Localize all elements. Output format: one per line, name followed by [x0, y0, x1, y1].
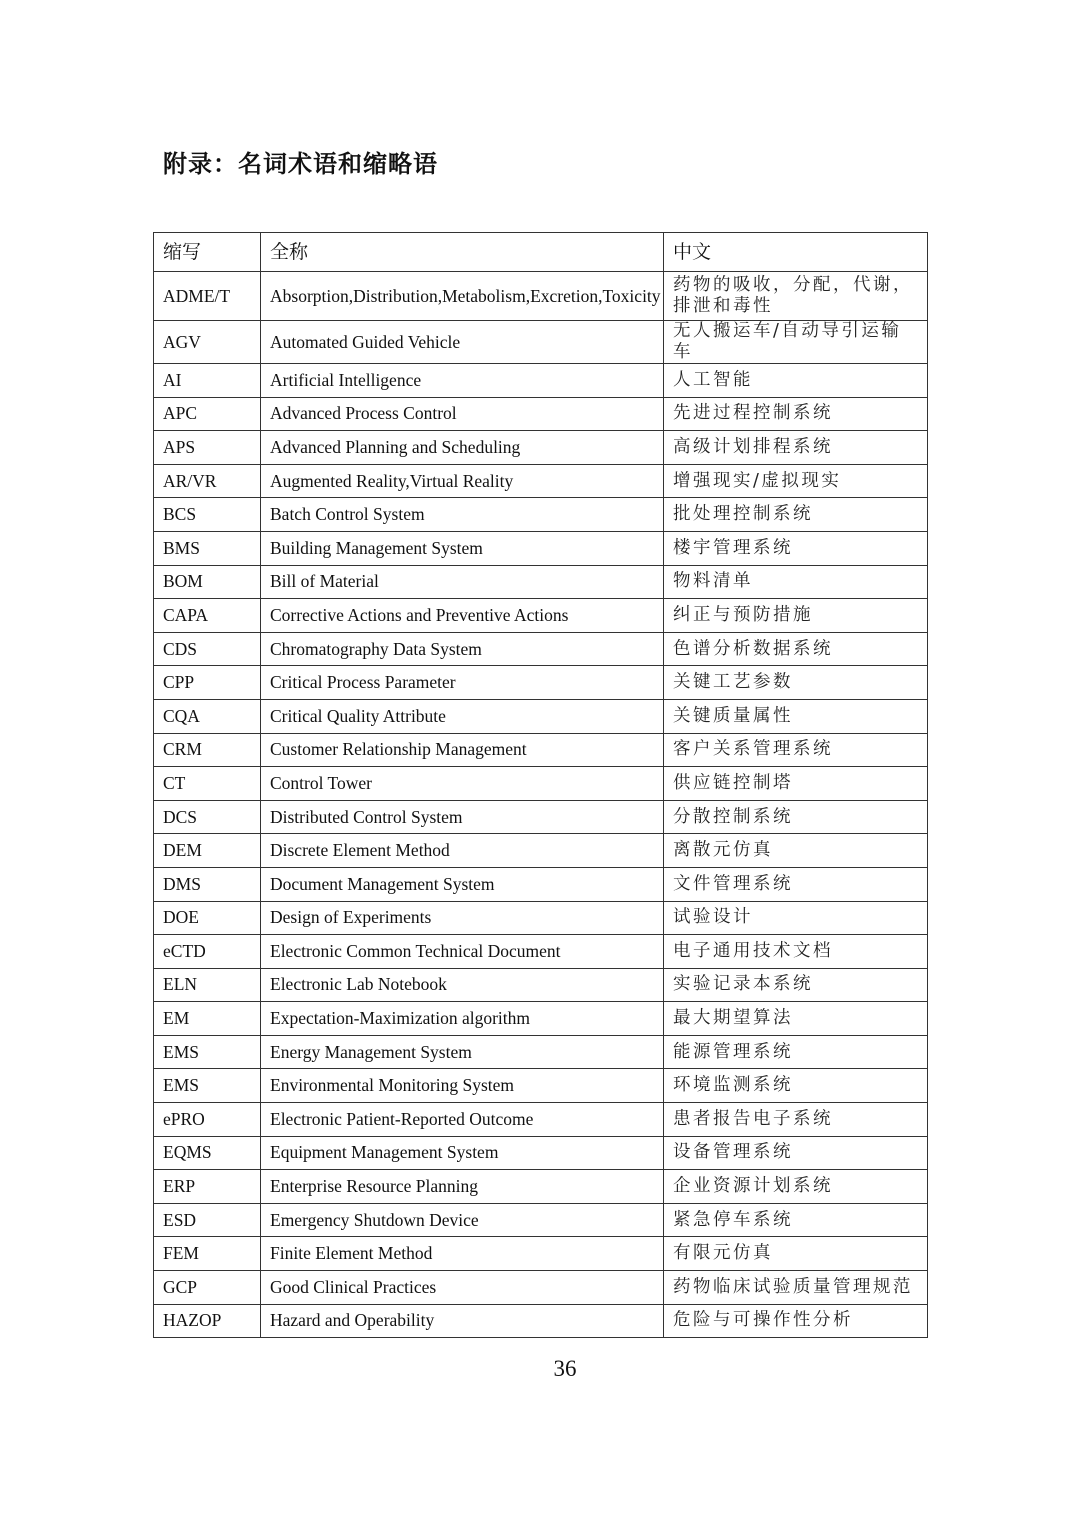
table-row: [154, 834, 928, 868]
page-number: 36: [553, 1356, 577, 1381]
chinese-cell: 患者报告电子系统: [664, 1103, 928, 1137]
abbreviation-cell: BMS: [154, 531, 261, 565]
full-name-cell: Artificial Intelligence: [261, 364, 664, 398]
header-abbreviation: 缩写: [154, 233, 261, 272]
table-row: [154, 767, 928, 801]
full-name-cell: Equipment Management System: [261, 1136, 664, 1170]
header-full-name: 全称: [261, 233, 664, 272]
table-row: [154, 364, 928, 398]
chinese-cell: 设备管理系统: [664, 1136, 928, 1170]
abbreviation-cell: EMS: [154, 1035, 261, 1069]
chinese-cell: 人工智能: [664, 364, 928, 398]
abbreviation-cell: ADME/T: [154, 272, 261, 321]
chinese-cell: 危险与可操作性分析: [664, 1304, 928, 1338]
abbreviation-cell: CAPA: [154, 599, 261, 633]
chinese-cell: 高级计划排程系统: [664, 431, 928, 465]
table-row: [154, 1170, 928, 1204]
table-row: [154, 464, 928, 498]
chinese-cell: 能源管理系统: [664, 1035, 928, 1069]
abbreviation-cell: CT: [154, 767, 261, 801]
chinese-cell: 紧急停车系统: [664, 1203, 928, 1237]
table-row: [154, 565, 928, 599]
full-name-cell: Design of Experiments: [261, 901, 664, 935]
chinese-cell: 分散控制系统: [664, 800, 928, 834]
abbreviation-cell: EM: [154, 1002, 261, 1036]
chinese-cell: 增强现实/虚拟现实: [664, 464, 928, 498]
chinese-cell: 先进过程控制系统: [664, 397, 928, 431]
glossary-table: [153, 232, 928, 1338]
table-row: [154, 397, 928, 431]
abbreviation-cell: DOE: [154, 901, 261, 935]
full-name-cell: Environmental Monitoring System: [261, 1069, 664, 1103]
full-name-cell: Enterprise Resource Planning: [261, 1170, 664, 1204]
table-row: [154, 1035, 928, 1069]
abbreviation-cell: HAZOP: [154, 1304, 261, 1338]
chinese-cell: 环境监测系统: [664, 1069, 928, 1103]
abbreviation-cell: AI: [154, 364, 261, 398]
full-name-cell: Finite Element Method: [261, 1237, 664, 1271]
chinese-cell: 关键工艺参数: [664, 666, 928, 700]
table-row: [154, 666, 928, 700]
table-row: [154, 1203, 928, 1237]
full-name-cell: Energy Management System: [261, 1035, 664, 1069]
abbreviation-cell: AR/VR: [154, 464, 261, 498]
full-name-cell: Document Management System: [261, 867, 664, 901]
full-name-cell: Corrective Actions and Preventive Actions: [261, 599, 664, 633]
chinese-cell: 色谱分析数据系统: [664, 632, 928, 666]
full-name-cell: Critical Quality Attribute: [261, 699, 664, 733]
abbreviation-cell: AGV: [154, 321, 261, 364]
abbreviation-cell: APC: [154, 397, 261, 431]
chinese-cell: 电子通用技术文档: [664, 935, 928, 969]
abbreviation-cell: CRM: [154, 733, 261, 767]
table-row: [154, 1271, 928, 1305]
abbreviation-cell: CDS: [154, 632, 261, 666]
full-name-cell: Advanced Planning and Scheduling: [261, 431, 664, 465]
table-header-row: [154, 233, 928, 272]
chinese-cell: 文件管理系统: [664, 867, 928, 901]
table-row: [154, 1136, 928, 1170]
table-row: [154, 431, 928, 465]
table-row: [154, 1069, 928, 1103]
chinese-cell: 批处理控制系统: [664, 498, 928, 532]
full-name-cell: Advanced Process Control: [261, 397, 664, 431]
abbreviation-cell: EMS: [154, 1069, 261, 1103]
chinese-cell: 药物的吸收，分配，代谢，排泄和毒性: [664, 272, 928, 321]
abbreviation-cell: DCS: [154, 800, 261, 834]
full-name-cell: Good Clinical Practices: [261, 1271, 664, 1305]
table-row: [154, 321, 928, 364]
table-row: [154, 272, 928, 321]
abbreviation-cell: DEM: [154, 834, 261, 868]
chinese-cell: 无人搬运车/自动导引运输车: [664, 321, 928, 364]
chinese-cell: 离散元仿真: [664, 834, 928, 868]
abbreviation-cell: BOM: [154, 565, 261, 599]
full-name-cell: Hazard and Operability: [261, 1304, 664, 1338]
full-name-cell: Electronic Lab Notebook: [261, 968, 664, 1002]
table-row: [154, 1103, 928, 1137]
chinese-cell: 关键质量属性: [664, 699, 928, 733]
abbreviation-cell: ELN: [154, 968, 261, 1002]
chinese-cell: 纠正与预防措施: [664, 599, 928, 633]
full-name-cell: Automated Guided Vehicle: [261, 321, 664, 364]
table-row: [154, 498, 928, 532]
chinese-cell: 客户关系管理系统: [664, 733, 928, 767]
abbreviation-cell: ERP: [154, 1170, 261, 1204]
abbreviation-cell: eCTD: [154, 935, 261, 969]
header-chinese: 中文: [664, 233, 928, 272]
table-row: [154, 800, 928, 834]
full-name-cell: Discrete Element Method: [261, 834, 664, 868]
full-name-cell: Chromatography Data System: [261, 632, 664, 666]
full-name-cell: Batch Control System: [261, 498, 664, 532]
full-name-cell: Critical Process Parameter: [261, 666, 664, 700]
chinese-cell: 企业资源计划系统: [664, 1170, 928, 1204]
full-name-cell: Building Management System: [261, 531, 664, 565]
full-name-cell: Augmented Reality,Virtual Reality: [261, 464, 664, 498]
full-name-cell: Customer Relationship Management: [261, 733, 664, 767]
table-row: [154, 968, 928, 1002]
table-row: [154, 901, 928, 935]
table-row: [154, 1002, 928, 1036]
full-name-cell: Bill of Material: [261, 565, 664, 599]
abbreviation-cell: FEM: [154, 1237, 261, 1271]
chinese-cell: 试验设计: [664, 901, 928, 935]
full-name-cell: Control Tower: [261, 767, 664, 801]
abbreviation-cell: DMS: [154, 867, 261, 901]
table-row: [154, 699, 928, 733]
abbreviation-cell: CPP: [154, 666, 261, 700]
chinese-cell: 物料清单: [664, 565, 928, 599]
page-title: 附录：名词术语和缩略语: [163, 150, 438, 178]
chinese-cell: 楼宇管理系统: [664, 531, 928, 565]
table-row: [154, 599, 928, 633]
abbreviation-cell: EQMS: [154, 1136, 261, 1170]
abbreviation-cell: GCP: [154, 1271, 261, 1305]
chinese-cell: 实验记录本系统: [664, 968, 928, 1002]
chinese-cell: 药物临床试验质量管理规范: [664, 1271, 928, 1305]
table-row: [154, 935, 928, 969]
table-row: [154, 632, 928, 666]
abbreviation-cell: ePRO: [154, 1103, 261, 1137]
table-row: [154, 733, 928, 767]
chinese-cell: 有限元仿真: [664, 1237, 928, 1271]
full-name-cell: Emergency Shutdown Device: [261, 1203, 664, 1237]
full-name-cell: Absorption,Distribution,Metabolism,Excretion,Toxicity: [261, 272, 664, 321]
abbreviation-cell: APS: [154, 431, 261, 465]
table-row: [154, 1237, 928, 1271]
chinese-cell: 供应链控制塔: [664, 767, 928, 801]
abbreviation-cell: CQA: [154, 699, 261, 733]
abbreviation-cell: BCS: [154, 498, 261, 532]
chinese-cell: 最大期望算法: [664, 1002, 928, 1036]
full-name-cell: Electronic Common Technical Document: [261, 935, 664, 969]
table-row: [154, 531, 928, 565]
table-row: [154, 1304, 928, 1338]
full-name-cell: Electronic Patient-Reported Outcome: [261, 1103, 664, 1137]
table-row: [154, 867, 928, 901]
full-name-cell: Distributed Control System: [261, 800, 664, 834]
abbreviation-cell: ESD: [154, 1203, 261, 1237]
full-name-cell: Expectation-Maximization algorithm: [261, 1002, 664, 1036]
